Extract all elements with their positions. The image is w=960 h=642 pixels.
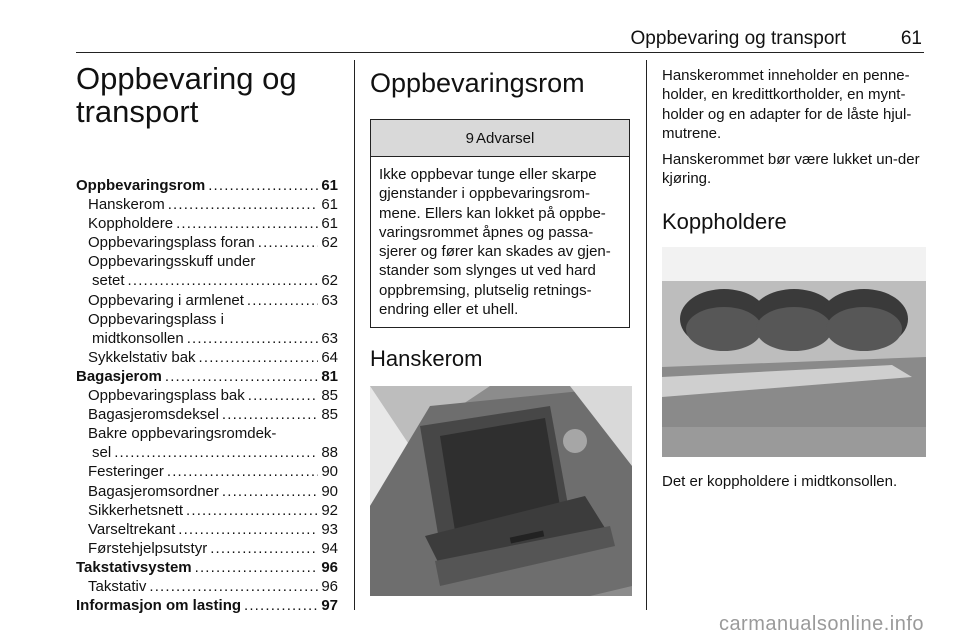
toc-entry-label: Takstativ (88, 577, 147, 595)
toc-entry-label: sel (92, 444, 112, 462)
glovebox-paragraph-2: Hanskerommet bør være lukket un-der kjøring. (662, 151, 920, 188)
toc-entry-label: Bagasjeromsdeksel (88, 406, 219, 424)
toc-leader-dots (178, 520, 318, 539)
toc-entry-page: 62 (321, 272, 338, 290)
toc-leader-dots (176, 214, 318, 233)
toc-entry-page: 61 (321, 196, 338, 214)
toc-entry-label: Hanskerom (88, 196, 165, 214)
running-header (76, 26, 924, 53)
toc-entry-label: Oppbevaring i armlenet (88, 291, 244, 309)
toc-entry (76, 405, 338, 424)
toc-entry-page: 85 (321, 387, 338, 405)
toc-entry-page: 85 (321, 406, 338, 424)
toc-leader-dots (186, 501, 318, 520)
toc-leader-dots (165, 367, 318, 386)
toc-entry (76, 252, 338, 271)
warning-box (370, 119, 630, 328)
content-column-2 (370, 60, 632, 596)
toc-leader-dots (208, 176, 318, 195)
toc-entry-page: 62 (321, 234, 338, 252)
toc-leader-dots (248, 386, 319, 405)
toc-entry-label: setet (92, 272, 125, 290)
toc-entry (76, 577, 338, 596)
toc-entry (76, 348, 338, 367)
column-divider (646, 60, 647, 610)
glovebox-heading: Hanskerom (370, 346, 483, 372)
toc-leader-dots (222, 405, 318, 424)
toc-entry (76, 539, 338, 558)
column-divider (354, 60, 355, 610)
toc-entry-page: 96 (321, 558, 338, 576)
toc-leader-dots (149, 577, 318, 596)
toc-entry (76, 596, 338, 615)
content-column-3 (662, 60, 928, 490)
toc-entry (76, 558, 338, 577)
toc-entry-label: Sikkerhetsnett (88, 501, 184, 519)
toc-leader-dots (114, 443, 318, 462)
toc-leader-dots (195, 558, 319, 577)
toc-leader-dots (167, 462, 318, 481)
toc-leader-dots (222, 482, 318, 501)
toc-leader-dots (244, 596, 318, 615)
toc-entry (76, 520, 338, 539)
toc-entry (76, 482, 338, 501)
toc-entry-page: 90 (321, 482, 338, 500)
table-of-contents (76, 176, 338, 615)
toc-entry-label: Bagasjeromsordner (88, 482, 219, 500)
toc-entry-page: 96 (321, 577, 338, 595)
cupholders-photo (662, 247, 926, 457)
toc-leader-dots (258, 233, 319, 252)
page-number: 61 (900, 28, 922, 49)
toc-entry-page: 81 (321, 367, 338, 385)
toc-entry (76, 443, 338, 462)
cupholders-heading: Koppholdere (662, 208, 787, 234)
toc-entry-label: Oppbevaringsskuff under (88, 253, 256, 271)
toc-entry-page: 61 (321, 215, 338, 233)
toc-entry (76, 271, 338, 290)
warning-header (371, 120, 629, 157)
toc-entry-page: 93 (321, 520, 338, 538)
toc-entry-page: 63 (321, 329, 338, 347)
toc-entry-label: Oppbevaringsplass foran (88, 234, 255, 252)
toc-entry-label: midtkonsollen (92, 329, 184, 347)
toc-entry-label: Sykkelstativ bak (88, 348, 196, 366)
glovebox-paragraph-1: Hanskerommet inneholder en penne-holder, en kredittkortholder, en mynt-holder og en adapter for de låste hjul-mutrene. (662, 67, 912, 142)
toc-entry (76, 501, 338, 520)
toc-entry (76, 233, 338, 252)
cupholders-caption: Det er koppholdere i midtkonsollen. (662, 472, 898, 490)
toc-entry-label: Oppbevaringsplass bak (88, 387, 245, 405)
toc-entry-label: Oppbevaringsplass i (88, 310, 224, 328)
toc-entry-label: Festeringer (88, 463, 164, 481)
toc-entry-label: Takstativsystem (76, 558, 192, 576)
toc-leader-dots (210, 539, 318, 558)
toc-entry-page: 94 (321, 539, 338, 557)
toc-entry-label: Koppholdere (88, 215, 174, 233)
toc-leader-dots (187, 329, 319, 348)
toc-entry-page: 92 (321, 501, 338, 519)
toc-entry (76, 310, 338, 329)
toc-entry-page: 64 (321, 348, 338, 366)
toc-entry-page: 88 (321, 444, 338, 462)
glovebox-photo (370, 386, 632, 596)
toc-entry (76, 367, 338, 386)
section-title: Oppbevaringsrom (370, 68, 585, 98)
toc-leader-dots (168, 195, 319, 214)
toc-entry-page: 90 (321, 463, 338, 481)
toc-entry-label: Oppbevaringsrom (76, 177, 206, 194)
toc-entry (76, 195, 338, 214)
toc-leader-dots (128, 271, 319, 290)
toc-entry (76, 214, 338, 233)
toc-entry-page: 61 (321, 177, 338, 194)
toc-entry-page: 97 (321, 597, 338, 615)
toc-entry (76, 176, 338, 195)
toc-entry (76, 291, 338, 310)
running-header-title: Oppbevaring og transport (630, 28, 846, 49)
toc-entry (76, 386, 338, 405)
watermark-text: carmanualsonline.info (718, 613, 924, 635)
toc-entry-label: Bagasjerom (76, 367, 162, 385)
toc-entry (76, 329, 338, 348)
warning-label: Advarsel (475, 129, 535, 147)
toc-entry-label: Førstehjelpsutstyr (88, 539, 208, 557)
warning-icon: 9 (465, 129, 474, 147)
chapter-title: Oppbevaring og transport (76, 61, 297, 129)
toc-entry-label: Varseltrekant (88, 520, 176, 538)
toc-entry (76, 424, 338, 443)
toc-entry (76, 462, 338, 481)
toc-leader-dots (247, 291, 318, 310)
toc-entry-label: Bakre oppbevaringsromdek- (88, 425, 277, 443)
toc-entry-label: Informasjon om lasting (76, 597, 242, 615)
warning-text: Ikke oppbevar tunge eller skarpe gjenstander i oppbevaringsrom-mene. Ellers kan lokket på oppbe-varingsrommet åpnes og passa-sjerer og fører kan skades av gjen-stander som slynges ut ved hard oppbremsing, plutselig retnings-endring eller et uhell. (379, 166, 611, 319)
toc-entry-page: 63 (321, 291, 338, 309)
toc-column (76, 60, 338, 615)
toc-leader-dots (199, 348, 319, 367)
